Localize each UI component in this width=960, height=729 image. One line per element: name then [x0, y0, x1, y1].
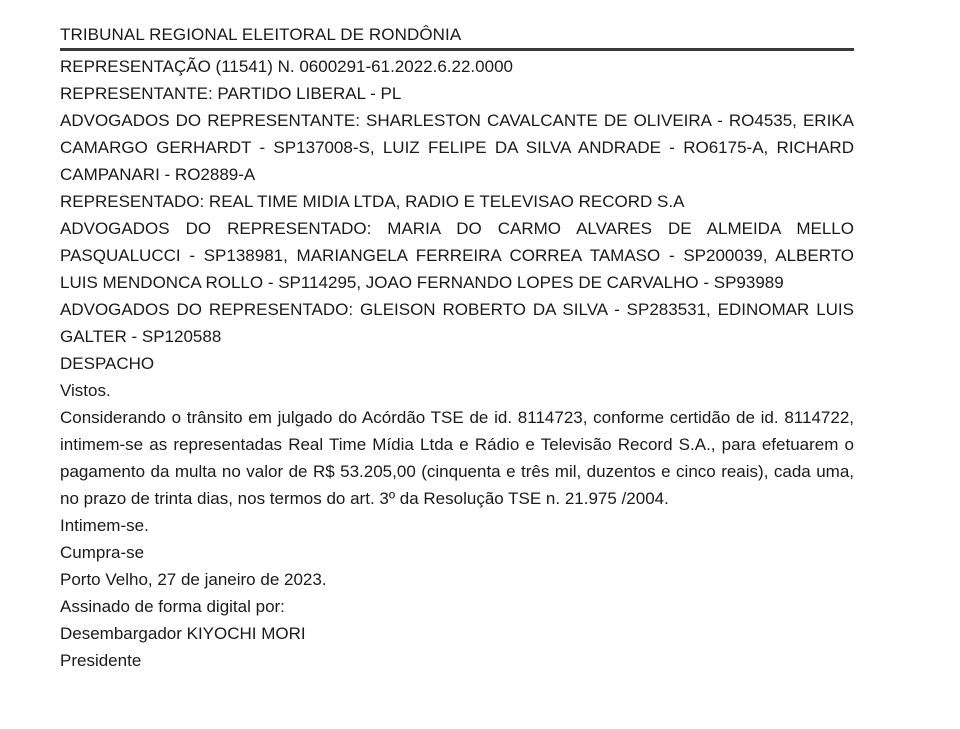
cumpra-se: Cumpra-se	[60, 543, 145, 562]
signed-digitally: Assinado de forma digital por:	[60, 597, 285, 616]
document-page	[60, 24, 854, 674]
signer-role: Presidente	[60, 651, 142, 670]
date-place: Porto Velho, 27 de janeiro de 2023.	[60, 570, 327, 589]
document-body	[60, 53, 854, 674]
court-header: TRIBUNAL REGIONAL ELEITORAL DE RONDÔNIA	[60, 24, 854, 51]
advogados-representante: ADVOGADOS DO REPRESENTANTE: SHARLESTON CAVALCANTE DE OLIVEIRA - RO4535, ERIKA CAMARGO GERHARDT - SP137008-S, LUIZ FELIPE DA SILVA ANDRADE - RO6175-A, RICHARD CAMPANARI - RO2889-A	[60, 111, 854, 184]
representante: REPRESENTANTE: PARTIDO LIBERAL - PL	[60, 84, 402, 103]
representado: REPRESENTADO: REAL TIME MIDIA LTDA, RADIO E TELEVISAO RECORD S.A	[60, 192, 685, 211]
despacho-paragraph: Considerando o trânsito em julgado do Acórdão TSE de id. 8114723, conforme certidão de id. 8114722, intimem-se as representadas Real Time Mídia Ltda e Rádio e Televisão Record S.A., para efetuarem o pagamento da multa no valor de R$ 53.205,00 (cinquenta e três mil, duzentos e cinco reais), cada uma, no prazo de trinta dias, nos termos do art. 3º da Resolução TSE n. 21.975 /2004.	[60, 408, 854, 508]
intimem-se: Intimem-se.	[60, 516, 149, 535]
vistos: Vistos.	[60, 381, 111, 400]
advogados-representado-1: ADVOGADOS DO REPRESENTADO: MARIA DO CARMO ALVARES DE ALMEIDA MELLO PASQUALUCCI - SP138981, MARIANGELA FERREIRA CORREA TAMASO - SP200039, ALBERTO LUIS MENDONCA ROLLO - SP114295, JOAO FERNANDO LOPES DE CARVALHO - SP93989	[60, 219, 854, 292]
despacho-title: DESPACHO	[60, 354, 155, 373]
advogados-representado-2: ADVOGADOS DO REPRESENTADO: GLEISON ROBERTO DA SILVA - SP283531, EDINOMAR LUIS GALTER - SP120588	[60, 300, 854, 346]
signer-name: Desembargador KIYOCHI MORI	[60, 624, 306, 643]
case-number: REPRESENTAÇÃO (11541) N. 0600291-61.2022.6.22.0000	[60, 57, 513, 76]
